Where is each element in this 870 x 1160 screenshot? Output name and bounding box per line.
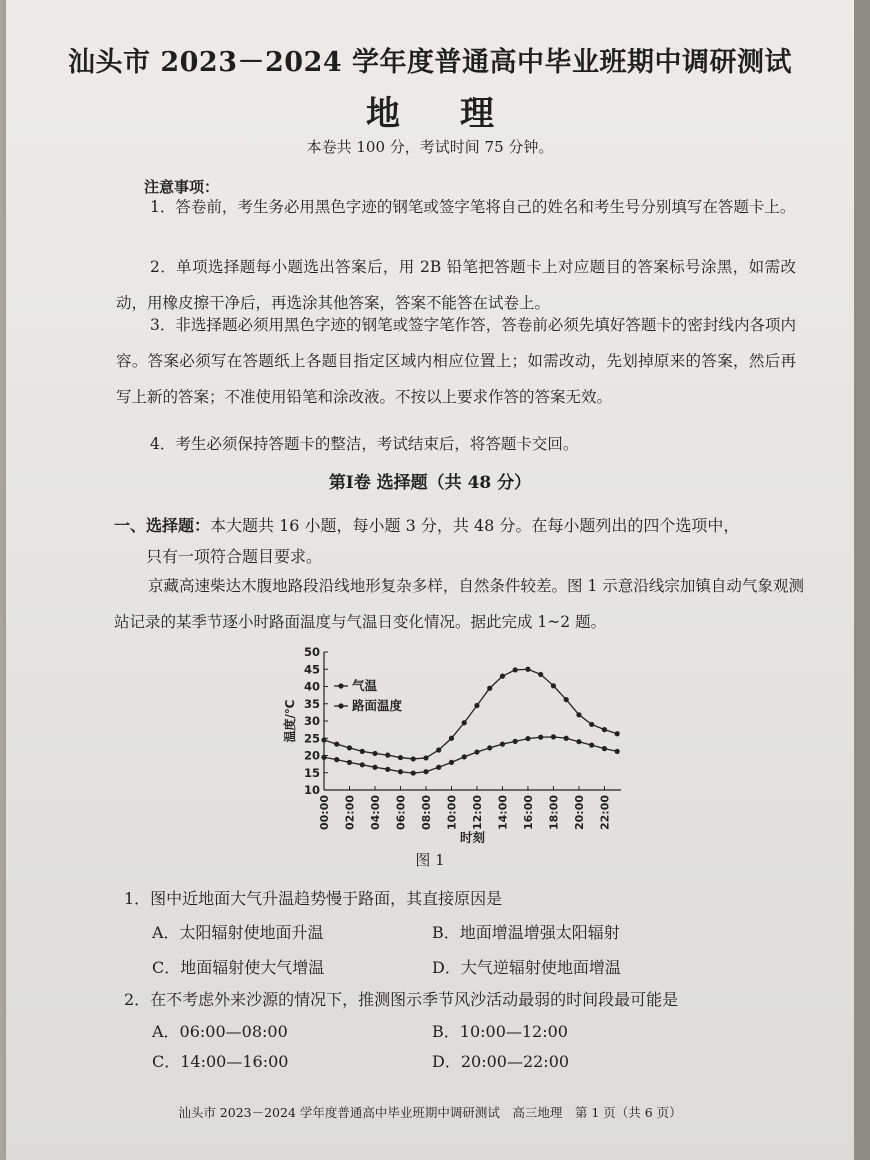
note-item-1: 1．答卷前，考生务必用黑色字迹的钢笔或签字笔将自己的姓名和考生号分别填写在答题卡上。 (150, 198, 796, 216)
data-point (436, 747, 441, 752)
x-tick-label: 02:00 (343, 795, 357, 831)
figure-label: 图 1 (415, 851, 445, 869)
section-intro-text-2: 只有一项符合题目要求。 (146, 547, 323, 566)
x-tick-label: 14:00 (496, 795, 510, 831)
data-point (589, 743, 594, 748)
data-point (513, 667, 518, 672)
x-axis-label: 时刻 (459, 830, 486, 845)
exam-page (6, 0, 854, 1160)
q2-option-d[interactable]: D．20:00—22:00 (432, 1052, 570, 1071)
data-point (372, 751, 377, 756)
data-point (423, 755, 428, 760)
question-1-stem: 1．图中近地面大气升温趋势慢于路面，其直接原因是 (124, 889, 503, 908)
section-intro (114, 510, 804, 572)
legend-label: 气温 (352, 678, 378, 693)
data-point (360, 749, 365, 754)
y-tick-label: 45 (303, 662, 320, 677)
note-item-4: 4．考生必须保持答题卡的整洁，考试结束后，将答题卡交回。 (150, 435, 579, 453)
data-point (449, 760, 454, 765)
data-point (385, 753, 390, 758)
subject-title: 地理 (366, 94, 554, 134)
data-point (551, 734, 556, 739)
x-tick-label: 00:00 (318, 795, 331, 831)
data-point (436, 765, 441, 770)
q1-option-c[interactable]: C．地面辐射使大气增温 (152, 958, 325, 977)
data-point (474, 749, 479, 754)
data-point (500, 742, 505, 747)
data-point (487, 686, 492, 691)
q1-option-d[interactable]: D．大气逆辐射使地面增温 (432, 958, 621, 977)
data-point (576, 712, 581, 717)
y-tick-label: 20 (303, 748, 320, 763)
x-tick-label: 16:00 (521, 795, 535, 831)
x-tick-label: 18:00 (547, 795, 561, 831)
data-point (602, 746, 607, 751)
y-tick-label: 40 (303, 679, 320, 694)
data-point (347, 760, 352, 765)
data-point (564, 697, 569, 702)
data-point (500, 674, 505, 679)
x-tick-label: 06:00 (394, 795, 408, 831)
data-point (334, 742, 339, 747)
series-line-air-temp (324, 737, 617, 773)
section-intro-text-1: 本大题共 16 小题，每小题 3 分，共 48 分。在每小题列出的四个选项中， (210, 516, 740, 535)
data-point (321, 755, 326, 760)
data-point (360, 762, 365, 767)
data-point (576, 739, 581, 744)
data-point (513, 739, 518, 744)
data-point (615, 749, 620, 754)
data-point (372, 765, 377, 770)
question-context: 京藏高速柴达木腹地路段沿线地形复杂多样，自然条件较差。图 1 示意沿线宗加镇自动气象观测站记录的某季节逐小时路面温度与气温日变化情况。据此完成 1~2 题。 (114, 577, 804, 631)
q1-option-b[interactable]: B．地面增温增强太阳辐射 (432, 923, 620, 942)
data-point (462, 720, 467, 725)
data-point (398, 769, 403, 774)
q2-option-b[interactable]: B．10:00—12:00 (432, 1022, 568, 1041)
x-tick-label: 12:00 (470, 795, 484, 831)
x-tick-label: 08:00 (419, 795, 433, 831)
q1-option-a[interactable]: A．太阳辐射使地面升温 (152, 923, 324, 942)
exam-meta: 本卷共 100 分，考试时间 75 分钟。 (306, 138, 554, 156)
y-tick-label: 50 (303, 645, 320, 659)
page-footer: 汕头市 2023－2024 学年度普通高中毕业班期中调研测试 高三地理 第 1 页（共 6 页） (178, 1105, 682, 1120)
x-tick-label: 22:00 (598, 795, 612, 831)
data-point (525, 667, 530, 672)
legend-marker (338, 703, 343, 708)
data-point (551, 683, 556, 688)
y-tick-label: 30 (303, 714, 320, 728)
data-point (398, 755, 403, 760)
section-intro-label: 一、选择题： (114, 516, 211, 535)
data-point (334, 757, 339, 762)
x-tick-label: 10:00 (445, 795, 459, 831)
page-edge-shadow (854, 0, 870, 1160)
note-item-2: 2．单项选择题每小题选出答案后，用 2B 铅笔把答题卡上对应题目的答案标号涂黑，如需改动，用橡皮擦干净后，再选涂其他答案，答案不能答在试卷上。 (116, 258, 796, 312)
data-point (423, 769, 428, 774)
data-point (474, 703, 479, 708)
y-tick-label: 25 (303, 731, 320, 746)
temperature-chart (276, 640, 656, 850)
data-point (385, 767, 390, 772)
y-tick-label: 15 (303, 765, 320, 780)
data-point (525, 736, 530, 741)
exam-title: 汕头市 2023－2024 学年度普通高中毕业班期中调研测试 (67, 47, 793, 78)
q2-option-a[interactable]: A．06:00—08:00 (152, 1022, 288, 1041)
data-point (449, 736, 454, 741)
data-point (615, 731, 620, 736)
data-point (564, 736, 569, 741)
section-title: 第Ⅰ卷 选择题（共 48 分） (328, 473, 532, 493)
data-point (538, 735, 543, 740)
data-point (411, 770, 416, 775)
data-point (602, 727, 607, 732)
y-tick-label: 35 (303, 696, 320, 711)
data-point (411, 756, 416, 761)
legend-marker (338, 683, 343, 688)
data-point (487, 745, 492, 750)
data-point (538, 672, 543, 677)
data-point (589, 722, 594, 727)
note-item-3: 3．非选择题必须用黑色字迹的钢笔或签字笔作答，答卷前必须先填好答题卡的密封线内各项内容。答案必须写在答题纸上各题目指定区域内相应位置上；如需改动，先划掉原来的答案，然后再写上新的答案；不准使用铅笔和涂改液。不按以上要求作答的答案无效。 (116, 316, 796, 406)
data-point (347, 745, 352, 750)
data-point (321, 737, 326, 742)
q2-option-c[interactable]: C．14:00—16:00 (152, 1052, 289, 1071)
x-tick-label: 20:00 (572, 795, 586, 831)
x-tick-label: 04:00 (368, 795, 382, 831)
y-axis-label: 温度/℃ (283, 699, 297, 743)
data-point (462, 754, 467, 759)
question-2-stem: 2．在不考虑外来沙源的情况下，推测图示季节风沙活动最弱的时间段最可能是 (124, 990, 679, 1009)
legend-label: 路面温度 (352, 698, 403, 713)
y-tick-label: 10 (303, 783, 320, 797)
notes-heading: 注意事项： (144, 178, 220, 196)
